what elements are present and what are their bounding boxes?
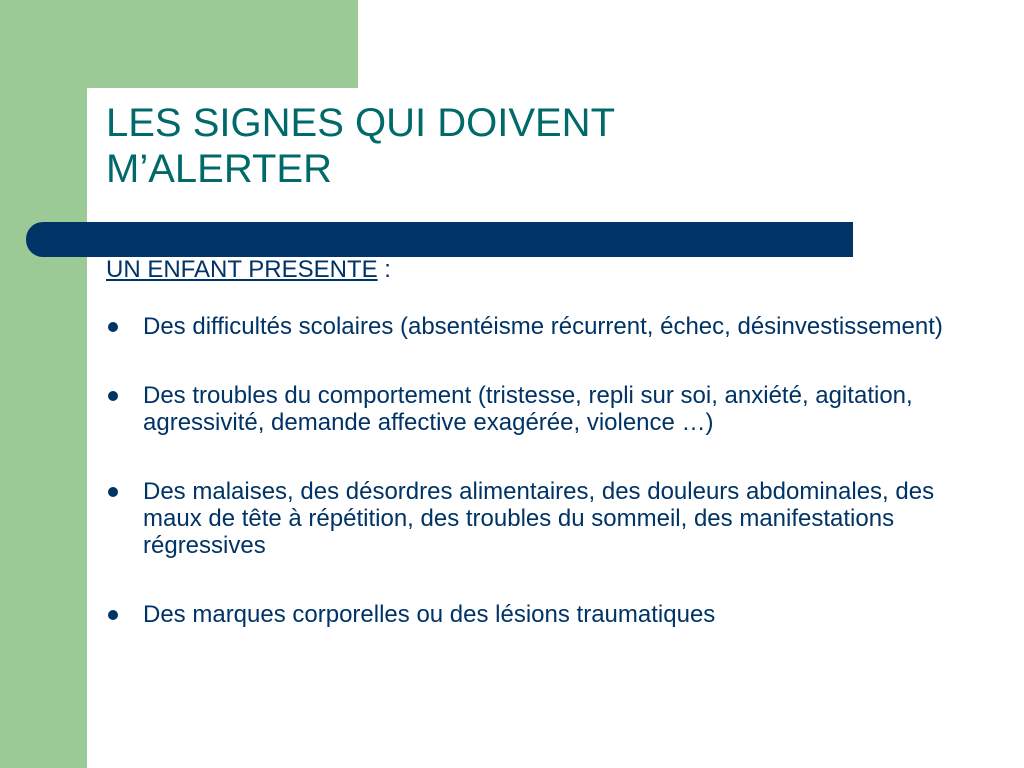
- list-item: [106, 478, 986, 559]
- slide-title: [106, 100, 866, 192]
- list-item-text: Des difficultés scolaires (absentéisme récurrent, échec, désinvestissement): [143, 313, 943, 340]
- bullet-dot-icon: [108, 487, 118, 497]
- decorative-green-header-block: [0, 0, 358, 88]
- slide-title-line-2: M’ALERTER: [106, 147, 332, 191]
- bullet-dot-icon: [108, 610, 118, 620]
- subheading-suffix: :: [377, 256, 391, 283]
- slide-title-line-1: LES SIGNES QUI DOIVENT: [106, 101, 616, 145]
- list-item: [106, 313, 986, 340]
- subheading-label: UN ENFANT PRESENTE: [106, 256, 378, 283]
- list-item: [106, 601, 986, 628]
- bullet-dot-icon: [108, 322, 118, 332]
- section-subheading: [106, 256, 986, 283]
- slide-body: [106, 256, 986, 670]
- list-item-text: Des malaises, des désordres alimentaires, des douleurs abdominales, des maux de tête à répétition, des troubles du sommeil, des manifestations régressives: [143, 478, 935, 559]
- list-item: [106, 382, 986, 436]
- list-item-text: Des troubles du comportement (tristesse, repli sur soi, anxiété, agitation, agressivité, demande affective exagérée, violence …): [143, 382, 913, 436]
- list-item-text: Des marques corporelles ou des lésions traumatiques: [143, 601, 716, 628]
- decorative-navy-bar: [26, 222, 853, 257]
- decorative-green-sidebar: [0, 0, 87, 768]
- bullet-list: [106, 313, 986, 628]
- bullet-dot-icon: [108, 391, 118, 401]
